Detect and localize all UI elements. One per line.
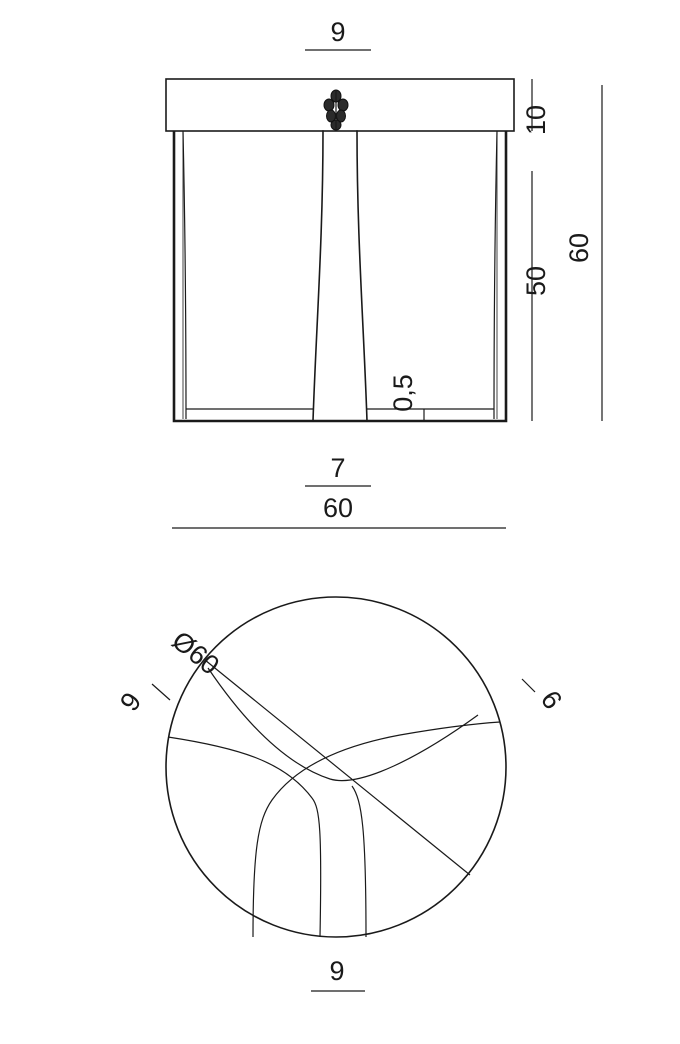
front-elevation-view [166,17,602,528]
top-plan-view [114,597,568,991]
plan-leg-upper-edge [208,668,478,781]
plan-left-leg-leader [152,684,170,700]
center-column-right-edge [357,131,367,421]
plan-left-leg-label: 9 [114,687,148,717]
center-column-left-edge [313,131,323,421]
plan-leg-bottom-edge [352,786,366,937]
plan-leg-lower-edge [253,722,500,937]
dim-bottom-width-label: 7 [330,453,346,483]
body-outline [174,131,506,421]
dim-foot-thickness-label: 0,5 [388,374,418,412]
plan-leg-left-edge [168,737,321,937]
plan-right-leg-leader [522,679,535,692]
plan-diameter-label: Ø60 [166,625,225,681]
plan-bottom-leg-label: 9 [329,956,345,986]
dim-total-height-label: 60 [564,232,594,264]
plan-right-leg-label: 6 [534,685,568,715]
dim-overall-width-label: 60 [322,493,354,523]
plan-diameter-line [205,660,470,875]
dim-leg-height-label: 50 [521,265,551,297]
dim-top-width-label: 9 [330,17,346,47]
dim-seat-thickness-label: 10 [521,104,551,136]
